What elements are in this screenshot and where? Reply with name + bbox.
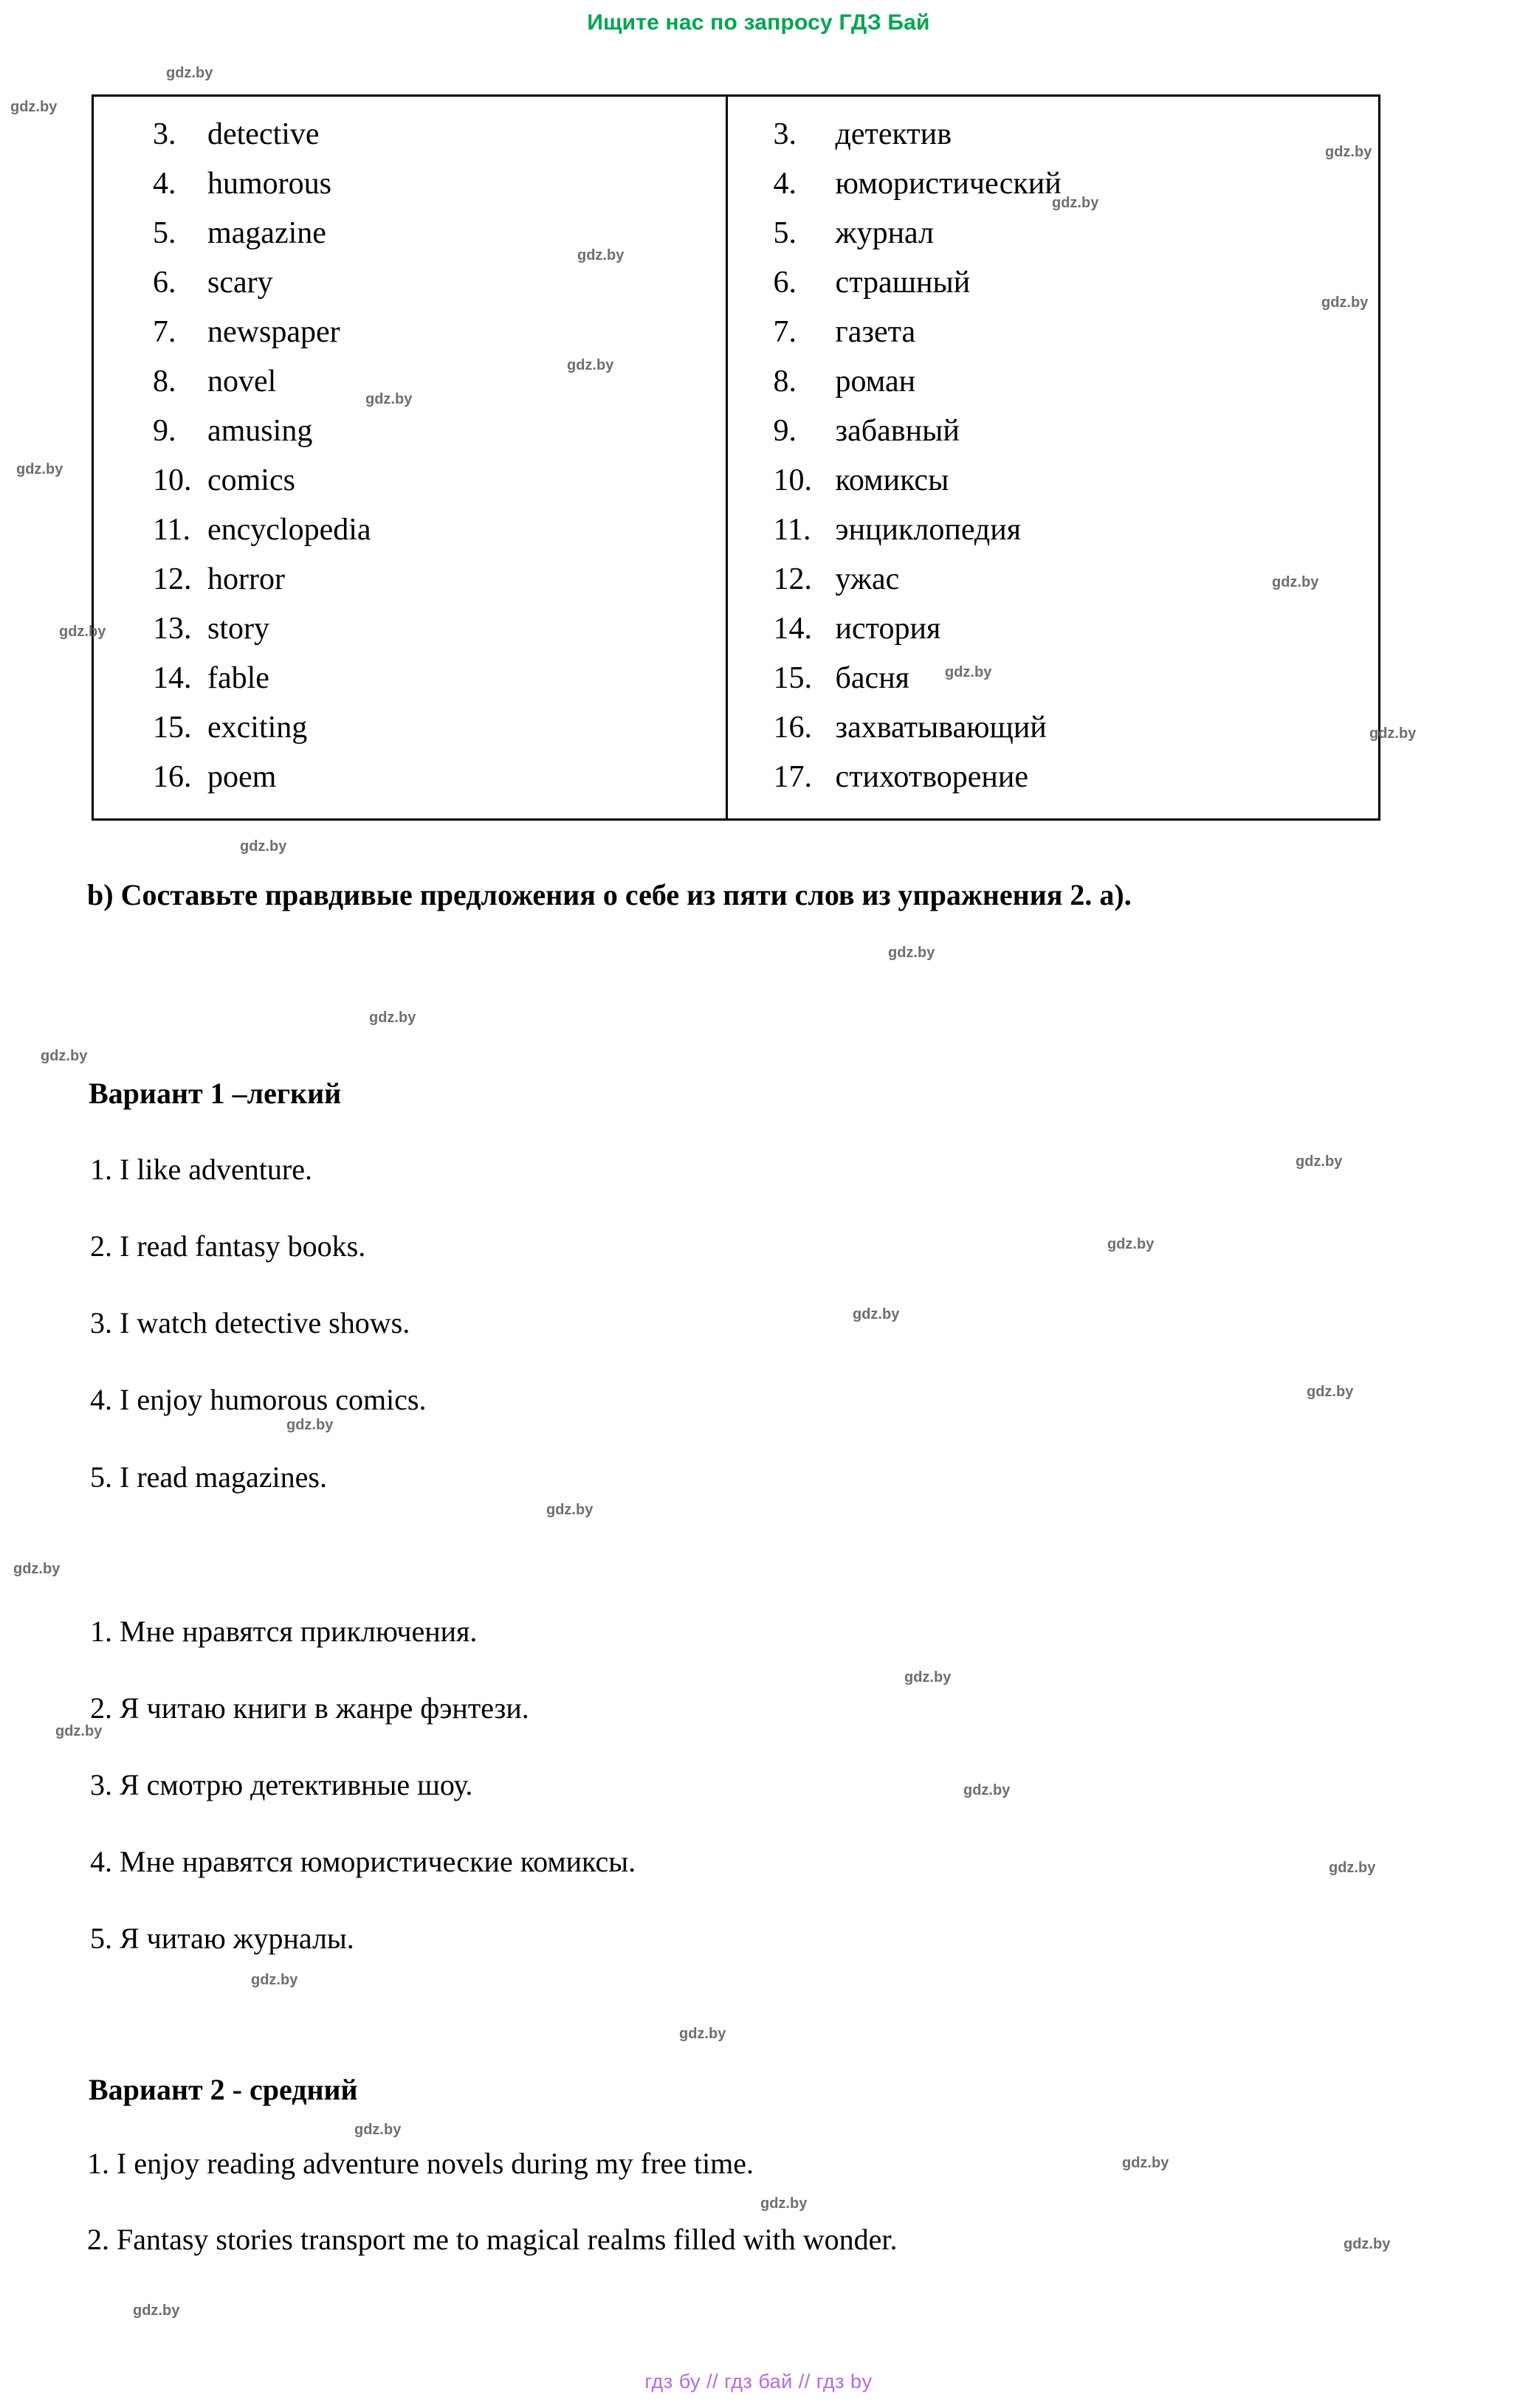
row-word: horror: [207, 562, 285, 596]
row-word: детектив: [835, 117, 952, 151]
row-number: 16.: [153, 760, 192, 794]
variant1-en-sentence-1: 1. I like adventure.: [90, 1153, 312, 1186]
row-word: комиксы: [835, 463, 949, 497]
row-number: 9.: [773, 414, 797, 448]
table-row: [774, 604, 1378, 654]
row-word: story: [207, 612, 269, 646]
watermark: gdz.by: [369, 1010, 416, 1026]
watermark: gdz.by: [41, 1048, 88, 1064]
table-row: [153, 110, 726, 159]
vocabulary-column-russian: [728, 97, 1378, 818]
table-row: [774, 555, 1378, 604]
row-word: poem: [207, 760, 277, 794]
watermark: gdz.by: [240, 838, 287, 855]
vocabulary-column-english: [94, 97, 728, 818]
watermark: gdz.by: [1329, 1860, 1376, 1876]
watermark: gdz.by: [945, 664, 992, 680]
row-word: ужас: [835, 562, 900, 596]
watermark: gdz.by: [1325, 144, 1372, 160]
table-row: [153, 308, 726, 357]
row-number: 15.: [153, 711, 192, 745]
table-row: [153, 456, 726, 506]
row-number: 8.: [773, 365, 797, 399]
table-row: [153, 159, 726, 209]
watermark: gdz.by: [10, 99, 58, 115]
table-row: [774, 357, 1378, 407]
table-row: [774, 209, 1378, 258]
watermark: gdz.by: [286, 1417, 334, 1433]
row-word: стихотворение: [835, 760, 1029, 794]
watermark: gdz.by: [55, 1723, 103, 1739]
row-word: comics: [207, 463, 295, 497]
variant1-en-sentence-4: 4. I enjoy humorous comics.: [90, 1383, 427, 1416]
watermark: gdz.by: [1272, 574, 1319, 590]
variant1-ru-sentence-2: 2. Я читаю книги в жанре фэнтези.: [90, 1691, 529, 1725]
row-number: 12.: [153, 562, 192, 596]
row-number: 5.: [773, 216, 797, 250]
watermark: gdz.by: [1369, 725, 1417, 742]
row-number: 11.: [773, 513, 811, 547]
site-footer: гдз бу // гдз бай // гдз by: [644, 2370, 873, 2393]
row-word: scary: [207, 266, 273, 300]
table-row: [774, 308, 1378, 357]
row-number: 3.: [153, 117, 176, 151]
row-number: 12.: [773, 562, 813, 596]
row-word: юмористический: [835, 167, 1062, 201]
row-word: газета: [835, 315, 916, 349]
row-number: 16.: [773, 711, 813, 745]
row-number: 3.: [773, 117, 797, 151]
variant1-en-sentence-2: 2. I read fantasy books.: [90, 1229, 366, 1263]
watermark: gdz.by: [365, 391, 413, 407]
table-row: [774, 159, 1378, 209]
variant1-ru-sentence-5: 5. Я читаю журналы.: [90, 1922, 354, 1955]
watermark: gdz.by: [963, 1782, 1011, 1798]
variant1-ru-sentence-4: 4. Мне нравятся юмористические комиксы.: [90, 1845, 636, 1878]
table-row: [774, 258, 1378, 308]
row-number: 17.: [773, 760, 813, 794]
row-word: newspaper: [207, 315, 340, 349]
watermark: gdz.by: [679, 2026, 726, 2042]
watermark: gdz.by: [1321, 294, 1369, 311]
watermark: gdz.by: [1344, 2236, 1391, 2252]
row-number: 10.: [773, 463, 813, 497]
row-word: роман: [835, 365, 916, 399]
watermark: gdz.by: [888, 945, 935, 961]
table-row: [774, 753, 1378, 802]
row-number: 7.: [153, 315, 176, 349]
table-row: [774, 506, 1378, 555]
watermark: gdz.by: [133, 2302, 180, 2319]
row-word: захватывающий: [835, 711, 1047, 745]
table-row: [153, 753, 726, 802]
table-row: [774, 654, 1378, 703]
row-word: magazine: [207, 216, 326, 250]
variant1-en-sentence-5: 5. I read magazines.: [90, 1460, 327, 1494]
variant1-ru-sentence-3: 3. Я смотрю детективные шоу.: [90, 1768, 473, 1801]
watermark: gdz.by: [1307, 1384, 1354, 1400]
table-row: [153, 654, 726, 703]
variant1-title: Вариант 1 –легкий: [89, 1077, 342, 1110]
row-number: 14.: [153, 661, 192, 695]
vocabulary-table: [92, 94, 1380, 821]
table-row: [774, 110, 1378, 159]
variant1-en-sentence-3: 3. I watch detective shows.: [90, 1306, 410, 1339]
watermark: gdz.by: [1122, 2155, 1169, 2171]
table-row: [153, 407, 726, 456]
watermark: gdz.by: [1107, 1236, 1155, 1252]
row-number: 7.: [773, 315, 797, 349]
row-number: 15.: [773, 661, 813, 695]
row-word: забавный: [835, 414, 960, 448]
row-word: журнал: [835, 216, 935, 250]
row-number: 11.: [153, 513, 190, 547]
row-number: 6.: [153, 266, 176, 300]
table-row: [153, 555, 726, 604]
row-number: 4.: [773, 167, 797, 201]
variant1-ru-sentence-1: 1. Мне нравятся приключения.: [90, 1615, 478, 1648]
task-b-instruction: b) Составьте правдивые предложения о себе из пяти слов из упражнения 2. a).: [87, 878, 1132, 911]
row-number: 10.: [153, 463, 192, 497]
row-word: detective: [207, 117, 320, 151]
table-row: [153, 258, 726, 308]
row-word: exciting: [207, 711, 308, 745]
watermark: gdz.by: [1052, 195, 1099, 211]
table-row: [153, 703, 726, 753]
row-number: 5.: [153, 216, 176, 250]
variant2-en-sentence-2: 2. Fantasy stories transport me to magical realms filled with wonder.: [87, 2223, 898, 2256]
row-number: 9.: [153, 414, 176, 448]
table-row: [774, 456, 1378, 506]
table-row: [774, 703, 1378, 753]
row-word: amusing: [207, 414, 313, 448]
row-number: 14.: [773, 612, 813, 646]
table-row: [774, 407, 1378, 456]
table-row: [153, 506, 726, 555]
watermark: gdz.by: [354, 2122, 402, 2138]
watermark: gdz.by: [166, 65, 213, 81]
variant2-en-sentence-1: 1. I enjoy reading adventure novels during my free time.: [87, 2147, 754, 2180]
row-word: страшный: [835, 266, 971, 300]
table-row: [153, 357, 726, 407]
row-word: история: [835, 612, 941, 646]
row-number: 8.: [153, 365, 176, 399]
row-word: fable: [207, 661, 269, 695]
watermark: gdz.by: [251, 1972, 298, 1988]
watermark: gdz.by: [59, 624, 106, 640]
row-number: 13.: [153, 612, 192, 646]
row-word: humorous: [207, 167, 331, 201]
variant2-title: Вариант 2 - средний: [89, 2073, 358, 2106]
watermark: gdz.by: [904, 1669, 952, 1686]
site-banner: Ищите нас по запросу ГДЗ Бай: [587, 10, 930, 35]
watermark: gdz.by: [16, 461, 63, 477]
watermark: gdz.by: [577, 247, 625, 263]
row-word: басня: [835, 661, 909, 695]
row-number: 4.: [153, 167, 176, 201]
row-word: энциклопедия: [835, 513, 1022, 547]
watermark: gdz.by: [567, 357, 614, 373]
watermark: gdz.by: [546, 1502, 594, 1518]
row-number: 6.: [773, 266, 797, 300]
table-row: [153, 604, 726, 654]
watermark: gdz.by: [13, 1561, 61, 1577]
watermark: gdz.by: [853, 1306, 900, 1322]
watermark: gdz.by: [1296, 1153, 1343, 1170]
row-word: encyclopedia: [207, 513, 371, 547]
table-row: [153, 209, 726, 258]
watermark: gdz.by: [760, 2195, 808, 2212]
row-word: novel: [207, 365, 277, 399]
